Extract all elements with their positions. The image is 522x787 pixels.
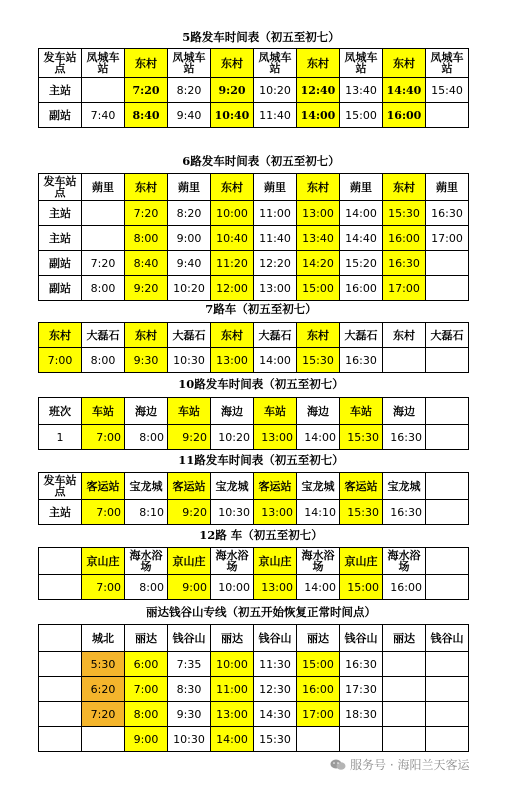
time-cell: 15:30 <box>254 727 297 752</box>
header-cell: 京山庄 <box>254 548 297 575</box>
header-cell: 东村 <box>39 323 82 348</box>
time-cell <box>39 575 82 600</box>
row-label: 主站 <box>39 201 82 226</box>
time-cell: 10:30 <box>168 727 211 752</box>
header-cell <box>39 625 82 652</box>
time-cell: 11:00 <box>254 201 297 226</box>
header-cell <box>39 548 82 575</box>
route12-timetable <box>38 547 469 600</box>
time-cell: 7:35 <box>168 652 211 677</box>
time-cell <box>383 348 426 373</box>
time-cell: 15:30 <box>297 348 340 373</box>
time-cell: 8:20 <box>168 201 211 226</box>
route7-timetable <box>38 322 469 373</box>
watermark <box>330 756 469 773</box>
time-cell: 1 <box>39 425 82 450</box>
header-cell: 蒴里 <box>168 174 211 201</box>
row-label: 副站 <box>39 251 82 276</box>
time-cell: 10:20 <box>254 78 297 103</box>
time-cell: 8:30 <box>168 677 211 702</box>
header-cell: 钱谷山 <box>340 625 383 652</box>
time-cell: 7:20 <box>82 702 125 727</box>
time-cell <box>39 652 82 677</box>
time-cell: 14:00 <box>297 425 340 450</box>
header-cell: 客运站 <box>340 473 383 500</box>
route11-timetable <box>38 472 469 525</box>
lida-title: 丽达钱谷山专线（初五开始恢复正常时间点） <box>146 605 376 619</box>
time-cell: 8:00 <box>125 702 168 727</box>
time-cell: 10:00 <box>211 575 254 600</box>
time-cell <box>426 103 469 128</box>
table-row <box>39 348 469 373</box>
header-cell: 发车站点 <box>39 174 82 201</box>
table-row <box>39 425 469 450</box>
time-cell: 15:30 <box>340 425 383 450</box>
time-cell: 16:00 <box>297 677 340 702</box>
time-cell: 15:00 <box>297 276 340 301</box>
header-cell: 班次 <box>39 398 82 425</box>
time-cell: 8:10 <box>125 500 168 525</box>
time-cell: 17:00 <box>383 276 426 301</box>
row-label: 主站 <box>39 500 82 525</box>
time-cell <box>426 575 469 600</box>
time-cell <box>383 652 426 677</box>
time-cell: 16:30 <box>383 425 426 450</box>
time-cell: 14:30 <box>254 702 297 727</box>
route7-title: 7路车（初五至初七） <box>205 302 317 316</box>
header-cell <box>426 548 469 575</box>
table-row <box>39 78 469 103</box>
time-cell: 14:00 <box>340 201 383 226</box>
time-cell: 8:00 <box>125 425 168 450</box>
header-cell: 大磊石 <box>82 323 125 348</box>
time-cell: 9:20 <box>211 78 254 103</box>
header-cell: 蒴里 <box>426 174 469 201</box>
table-row <box>39 500 469 525</box>
time-cell: 15:30 <box>383 201 426 226</box>
time-cell <box>426 677 469 702</box>
time-cell: 14:40 <box>383 78 426 103</box>
table-row <box>39 226 469 251</box>
watermark-text: 服务号 · 海阳兰天客运 <box>350 758 470 772</box>
header-cell: 海水浴场 <box>297 548 340 575</box>
table-row <box>39 103 469 128</box>
time-cell <box>426 702 469 727</box>
time-cell: 11:40 <box>254 103 297 128</box>
time-cell <box>39 677 82 702</box>
time-cell: 14:00 <box>254 348 297 373</box>
header-cell: 东村 <box>125 323 168 348</box>
time-cell: 9:20 <box>168 500 211 525</box>
header-cell: 大磊石 <box>254 323 297 348</box>
header-cell: 钱谷山 <box>426 625 469 652</box>
time-cell: 15:00 <box>297 652 340 677</box>
header-cell: 东村 <box>383 174 426 201</box>
time-cell: 13:00 <box>211 702 254 727</box>
time-cell: 10:00 <box>211 652 254 677</box>
time-cell <box>426 500 469 525</box>
time-cell: 7:00 <box>39 348 82 373</box>
time-cell <box>383 727 426 752</box>
header-cell: 海边 <box>125 398 168 425</box>
time-cell: 14:00 <box>297 575 340 600</box>
header-cell: 东村 <box>383 49 426 78</box>
route5-title: 5路发车时间表（初五至初七） <box>182 30 340 44</box>
header-cell: 发车站点 <box>39 473 82 500</box>
time-cell: 9:20 <box>168 425 211 450</box>
time-cell: 8:00 <box>82 276 125 301</box>
time-cell: 11:30 <box>254 652 297 677</box>
time-cell: 14:00 <box>297 103 340 128</box>
header-cell: 宝龙城 <box>125 473 168 500</box>
time-cell: 5:30 <box>82 652 125 677</box>
time-cell: 11:00 <box>211 677 254 702</box>
time-cell: 13:00 <box>297 201 340 226</box>
time-cell: 10:40 <box>211 103 254 128</box>
route5-timetable <box>38 48 469 128</box>
header-cell: 蒴里 <box>82 174 125 201</box>
route12-title: 12路 车（初五至初七） <box>199 528 323 542</box>
time-cell <box>426 348 469 373</box>
time-cell: 12:00 <box>211 276 254 301</box>
time-cell: 17:00 <box>426 226 469 251</box>
wechat-icon <box>330 759 346 771</box>
time-cell: 10:40 <box>211 226 254 251</box>
time-cell: 10:20 <box>168 276 211 301</box>
time-cell: 15:00 <box>340 103 383 128</box>
header-cell: 车站 <box>82 398 125 425</box>
time-cell: 13:00 <box>254 500 297 525</box>
time-cell: 13:00 <box>254 575 297 600</box>
time-cell: 8:20 <box>168 78 211 103</box>
header-cell: 客运站 <box>254 473 297 500</box>
time-cell <box>426 727 469 752</box>
header-cell: 凤城车站 <box>254 49 297 78</box>
time-cell <box>82 226 125 251</box>
header-cell: 客运站 <box>82 473 125 500</box>
lida-timetable <box>38 624 469 752</box>
header-cell: 海边 <box>211 398 254 425</box>
time-cell: 7:20 <box>125 78 168 103</box>
time-cell: 11:20 <box>211 251 254 276</box>
header-cell: 凤城车站 <box>340 49 383 78</box>
header-cell: 凤城车站 <box>168 49 211 78</box>
time-cell: 7:00 <box>125 677 168 702</box>
header-cell: 丽达 <box>125 625 168 652</box>
time-cell <box>426 425 469 450</box>
time-cell: 16:30 <box>340 652 383 677</box>
time-cell: 12:40 <box>297 78 340 103</box>
time-cell: 7:20 <box>125 201 168 226</box>
time-cell <box>383 677 426 702</box>
header-cell: 宝龙城 <box>297 473 340 500</box>
header-cell: 海水浴场 <box>125 548 168 575</box>
time-cell: 18:30 <box>340 702 383 727</box>
header-cell: 大磊石 <box>426 323 469 348</box>
time-cell: 15:30 <box>340 500 383 525</box>
time-cell: 15:00 <box>340 575 383 600</box>
row-label: 副站 <box>39 276 82 301</box>
header-cell: 东村 <box>211 49 254 78</box>
route6-title: 6路发车时间表（初五至初七） <box>182 154 340 168</box>
time-cell: 16:30 <box>426 201 469 226</box>
time-cell: 14:20 <box>297 251 340 276</box>
header-cell: 大磊石 <box>168 323 211 348</box>
time-cell: 14:40 <box>340 226 383 251</box>
time-cell: 17:30 <box>340 677 383 702</box>
header-cell: 海水浴场 <box>383 548 426 575</box>
header-cell: 宝龙城 <box>211 473 254 500</box>
time-cell: 8:40 <box>125 251 168 276</box>
row-label: 主站 <box>39 226 82 251</box>
time-cell: 16:30 <box>340 348 383 373</box>
header-cell: 海水浴场 <box>211 548 254 575</box>
header-cell: 东村 <box>297 49 340 78</box>
route6-timetable <box>38 173 469 301</box>
header-cell: 蒴里 <box>340 174 383 201</box>
header-cell: 东村 <box>125 49 168 78</box>
time-cell: 16:00 <box>383 226 426 251</box>
header-cell: 东村 <box>211 174 254 201</box>
time-cell: 13:00 <box>211 348 254 373</box>
time-cell <box>340 727 383 752</box>
time-cell: 9:00 <box>168 226 211 251</box>
route10-title: 10路发车时间表（初五至初七） <box>178 377 344 391</box>
time-cell: 7:00 <box>82 500 125 525</box>
header-cell: 京山庄 <box>82 548 125 575</box>
time-cell: 14:10 <box>297 500 340 525</box>
time-cell <box>82 727 125 752</box>
time-cell: 10:20 <box>211 425 254 450</box>
time-cell <box>297 727 340 752</box>
header-cell: 东村 <box>211 323 254 348</box>
time-cell <box>383 702 426 727</box>
header-cell: 京山庄 <box>340 548 383 575</box>
time-cell: 10:00 <box>211 201 254 226</box>
time-cell: 9:40 <box>168 251 211 276</box>
time-cell: 9:40 <box>168 103 211 128</box>
time-cell: 17:00 <box>297 702 340 727</box>
header-cell: 钱谷山 <box>168 625 211 652</box>
header-cell: 蒴里 <box>254 174 297 201</box>
table-row <box>39 575 469 600</box>
time-cell: 16:00 <box>383 575 426 600</box>
header-cell: 东村 <box>383 323 426 348</box>
time-cell: 8:00 <box>125 575 168 600</box>
time-cell: 12:20 <box>254 251 297 276</box>
time-cell: 7:20 <box>82 251 125 276</box>
header-cell: 车站 <box>254 398 297 425</box>
time-cell: 15:40 <box>426 78 469 103</box>
row-label: 副站 <box>39 103 82 128</box>
header-cell: 凤城车站 <box>426 49 469 78</box>
table-row <box>39 677 469 702</box>
header-cell: 客运站 <box>168 473 211 500</box>
time-cell <box>426 652 469 677</box>
time-cell: 9:00 <box>168 575 211 600</box>
header-cell: 东村 <box>297 323 340 348</box>
time-cell <box>82 78 125 103</box>
time-cell: 7:40 <box>82 103 125 128</box>
time-cell: 7:00 <box>82 425 125 450</box>
time-cell: 16:00 <box>383 103 426 128</box>
time-cell <box>426 251 469 276</box>
header-cell: 海边 <box>297 398 340 425</box>
time-cell: 13:00 <box>254 276 297 301</box>
time-cell: 16:30 <box>383 251 426 276</box>
time-cell: 9:30 <box>168 702 211 727</box>
time-cell: 9:30 <box>125 348 168 373</box>
time-cell: 13:40 <box>340 78 383 103</box>
header-cell: 钱谷山 <box>254 625 297 652</box>
time-cell: 8:00 <box>82 348 125 373</box>
header-cell: 车站 <box>340 398 383 425</box>
header-cell: 丽达 <box>383 625 426 652</box>
header-cell: 海边 <box>383 398 426 425</box>
time-cell: 9:00 <box>125 727 168 752</box>
time-cell: 11:40 <box>254 226 297 251</box>
table-row <box>39 702 469 727</box>
time-cell: 13:00 <box>254 425 297 450</box>
time-cell <box>426 276 469 301</box>
time-cell: 9:20 <box>125 276 168 301</box>
route10-timetable <box>38 397 469 450</box>
row-label: 主站 <box>39 78 82 103</box>
time-cell <box>39 727 82 752</box>
time-cell: 8:40 <box>125 103 168 128</box>
time-cell: 6:20 <box>82 677 125 702</box>
header-cell: 车站 <box>168 398 211 425</box>
time-cell: 8:00 <box>125 226 168 251</box>
time-cell: 15:20 <box>340 251 383 276</box>
table-row <box>39 727 469 752</box>
header-cell: 大磊石 <box>340 323 383 348</box>
time-cell: 10:30 <box>211 500 254 525</box>
time-cell: 16:00 <box>340 276 383 301</box>
header-cell: 宝龙城 <box>383 473 426 500</box>
route11-title: 11路发车时间表（初五至初七） <box>178 453 344 467</box>
header-cell <box>426 473 469 500</box>
header-cell: 凤城车站 <box>82 49 125 78</box>
table-row <box>39 201 469 226</box>
header-cell: 东村 <box>125 174 168 201</box>
time-cell: 7:00 <box>82 575 125 600</box>
time-cell: 16:30 <box>383 500 426 525</box>
time-cell <box>82 201 125 226</box>
time-cell: 13:40 <box>297 226 340 251</box>
header-cell: 丽达 <box>297 625 340 652</box>
table-row <box>39 251 469 276</box>
time-cell: 12:30 <box>254 677 297 702</box>
header-cell: 发车站点 <box>39 49 82 78</box>
time-cell: 14:00 <box>211 727 254 752</box>
header-cell: 东村 <box>297 174 340 201</box>
time-cell: 6:00 <box>125 652 168 677</box>
header-cell: 京山庄 <box>168 548 211 575</box>
time-cell <box>39 702 82 727</box>
header-cell <box>426 398 469 425</box>
table-row <box>39 276 469 301</box>
table-row <box>39 652 469 677</box>
header-cell: 城北 <box>82 625 125 652</box>
time-cell: 10:30 <box>168 348 211 373</box>
header-cell: 丽达 <box>211 625 254 652</box>
